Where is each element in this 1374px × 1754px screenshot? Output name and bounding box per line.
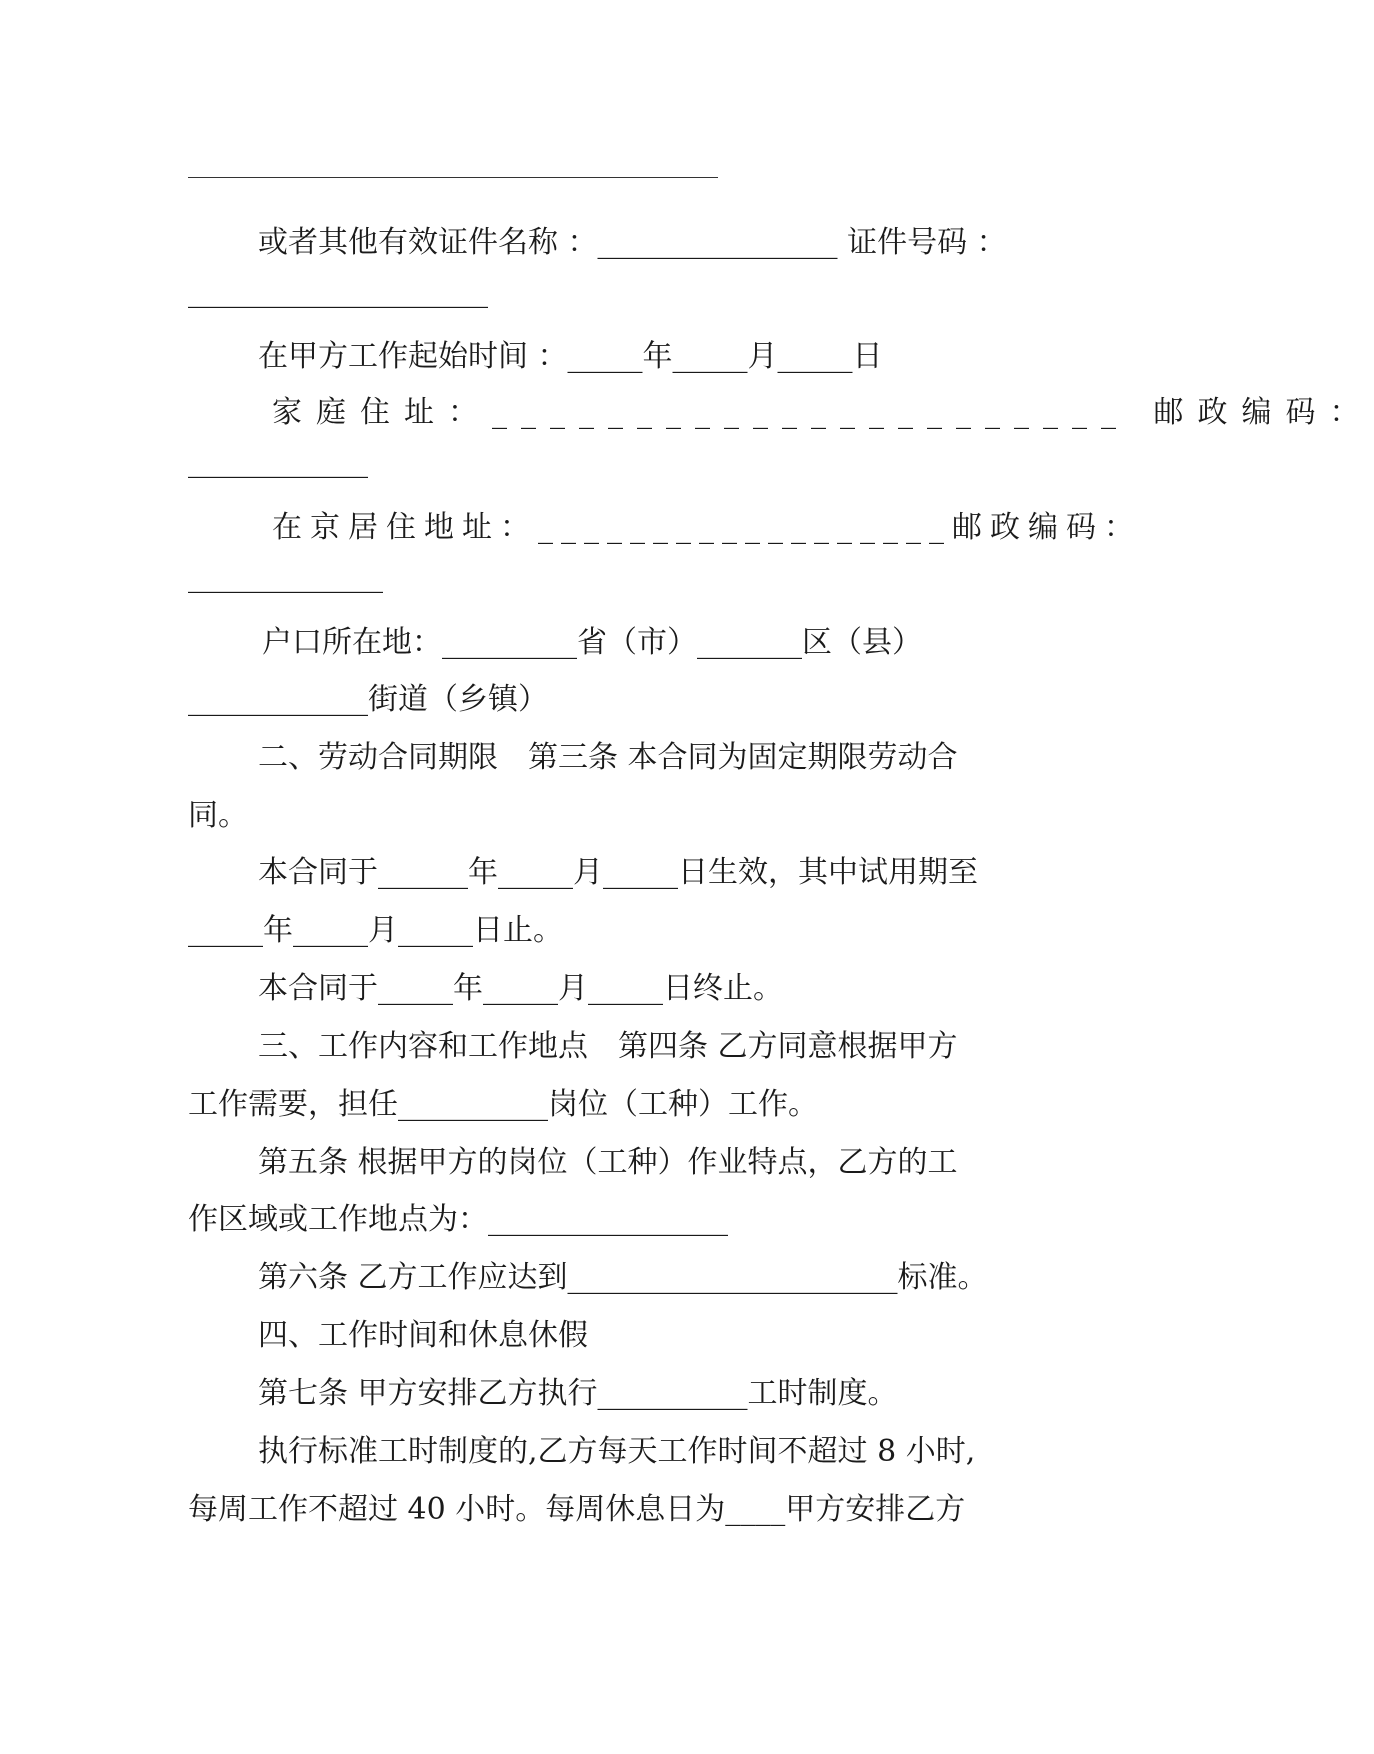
home-postcode-blank-line: ____________ (188, 444, 368, 479)
section-2-heading: 二、劳动合同期限 第三条 本合同为固定期限劳动合 (258, 740, 958, 775)
home-address-line: 家庭住址：______________________ 邮政编码： (272, 395, 1374, 430)
standard-hours-line: 执行标准工时制度的,乙方每天工作时间不超过 8 小时, (258, 1434, 976, 1469)
weekly-hours-line: 每周工作不超过 40 小时。每周休息日为____甲方安排乙方 (188, 1492, 966, 1527)
section-2-continuation: 同。 (188, 798, 248, 833)
beijing-postcode-blank-line: _____________ (188, 559, 383, 594)
article-5-line: 第五条 根据甲方的岗位（工种）作业特点，乙方的工 (258, 1145, 958, 1180)
termination-date-line: 本合同于_____年_____月_____日终止。 (258, 971, 783, 1006)
hukou-line: 户口所在地：_________省（市）_______区（县） (262, 625, 922, 660)
probation-end-line: _____年_____月_____日止。 (188, 913, 563, 948)
section-4-heading: 四、工作时间和休息休假 (258, 1318, 588, 1353)
effective-date-line: 本合同于______年_____月_____日生效，其中试用期至 (258, 855, 978, 890)
street-line: ____________街道（乡镇） (188, 682, 548, 717)
start-date-line: 在甲方工作起始时间 ：_____年_____月_____日 (258, 339, 883, 374)
beijing-address-line: 在京居住地址：__________________邮政编码： (272, 510, 1142, 545)
section-3-heading: 三、工作内容和工作地点 第四条 乙方同意根据甲方 (258, 1029, 958, 1064)
id-number-blank-line: ____________________ (188, 274, 488, 309)
article-7-line: 第七条 甲方安排乙方执行__________工时制度。 (258, 1376, 898, 1411)
section-3-continuation: 工作需要，担任__________岗位（工种）工作。 (188, 1087, 818, 1122)
id-document-name-line: 或者其他有效证件名称 ：________________ 证件号码 ： (258, 225, 1007, 260)
top-blank-rule (188, 177, 718, 178)
article-6-line: 第六条 乙方工作应达到______________________标准。 (258, 1260, 988, 1295)
article-5-continuation: 作区域或工作地点为：________________ (188, 1202, 728, 1237)
